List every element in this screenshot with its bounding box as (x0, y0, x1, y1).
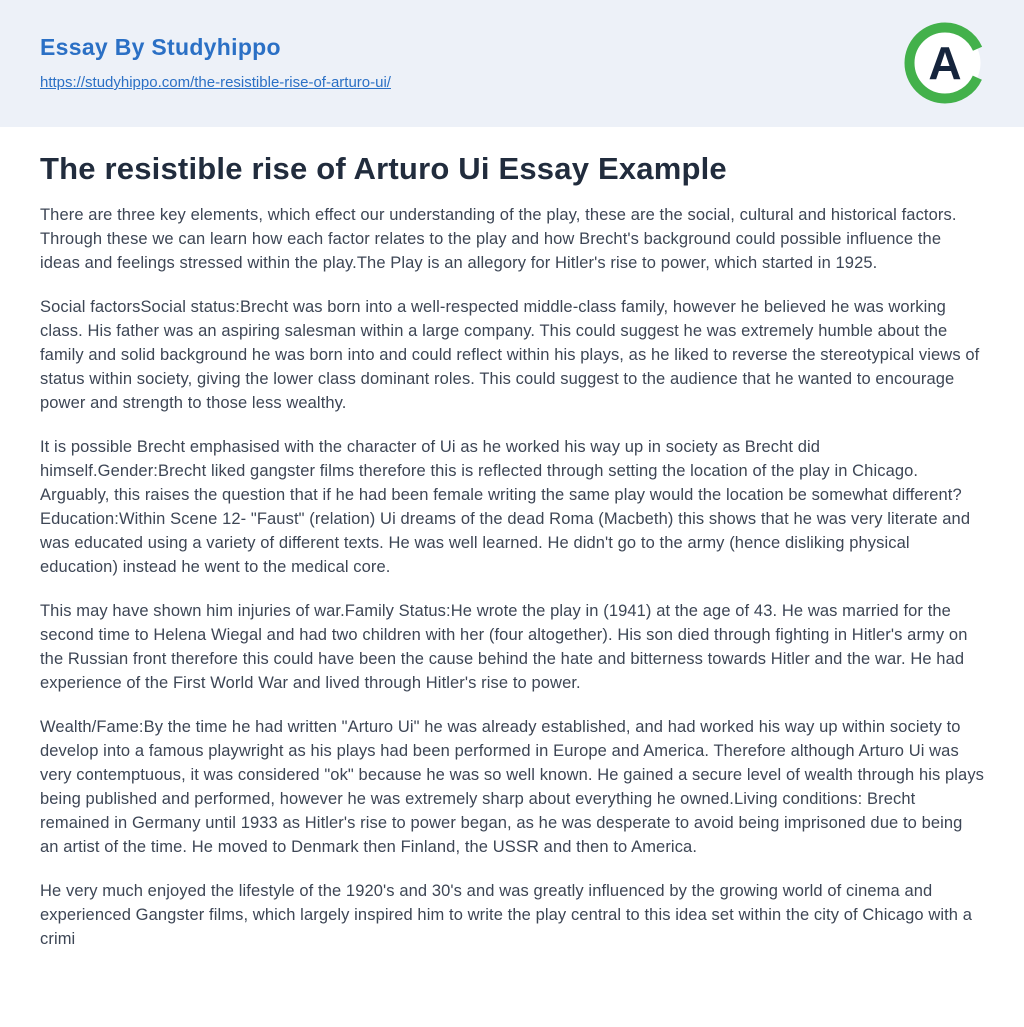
essay-paragraph-2: Social factorsSocial status:Brecht was born into a well-respected middle-class family, however he believed he was working class. His father was an aspiring salesman within a large company. This could suggest he was extremely humble about the family and solid background he was born into and could reflect within his plays, as he liked to reverse the stereotypical views of status within society, giving the lower class dominant roles. This could suggest to the audience that he wanted to encourage power and strength to those less wealthy. (40, 298, 980, 412)
site-title-link[interactable]: Essay By Studyhippo (40, 34, 281, 60)
svg-text:A: A (928, 36, 962, 89)
logo-a-icon (904, 22, 986, 104)
essay-paragraph-3: It is possible Brecht emphasised with the character of Ui as he worked his way up in society as Brecht did himself.Gender:Brecht liked gangster films therefore this is reflected through setting the location of the play in Chicago. Arguably, this raises the question that if he had been female writing the same play would the location be somewhat different?Education:Within Scene 12- "Faust" (relation) Ui dreams of the dead Roma (Macbeth) this shows that he was very literate and was educated using a variety of different texts. He was well learned. He didn't go to the army (hence disliking physical education) instead he went to the medical core. (40, 438, 971, 576)
site-header (0, 0, 1024, 127)
essay-paragraph-4: This may have shown him injuries of war.Family Status:He wrote the play in (1941) at the age of 43. He was married for the second time to Helena Wiegal and had two children with her (four altogether). His son died through fighting in Hitler's army on the Russian front therefore this could have been the cause behind the hate and bitterness towards Hitler and the war. He had experience of the First World War and lived through Hitler's rise to power. (40, 602, 968, 692)
page-title: The resistible rise of Arturo Ui Essay Example (40, 151, 727, 186)
studyhippo-logo (904, 22, 986, 104)
header-text-block (40, 34, 391, 91)
essay-paragraph-1: There are three key elements, which effect our understanding of the play, these are the social, cultural and historical factors. Through these we can learn how each factor relates to the play and how Brecht's background could possible influence the ideas and feelings stressed within the play.The Play is an allegory for Hitler's rise to power, which started in 1925. (40, 206, 957, 272)
essay-content (0, 127, 1024, 1001)
essay-paragraph-6: He very much enjoyed the lifestyle of the 1920's and 30's and was greatly influenced by the growing world of cinema and experienced Gangster films, which largely inspired him to write the play central to this idea set within the city of Chicago with a crimi (40, 882, 973, 948)
essay-paragraph-5: Wealth/Fame:By the time he had written "Arturo Ui" he was already established, and had worked his way up within society to develop into a famous playwright as his plays had been performed in Europe and America. Therefore although Arturo Ui was very contemptuous, it was considered "ok" because he was so well known. He gained a secure level of wealth through his plays being published and performed, however he was extremely sharp about everything he owned.Living conditions: Brecht remained in Germany until 1933 as Hitler's rise to power began, as he was desperate to avoid being imprisoned due to being an artist of the time. He moved to Denmark then Finland, the USSR and then to America. (40, 718, 985, 856)
page-url-link[interactable]: https://studyhippo.com/the-resistible-rise-of-arturo-ui/ (40, 74, 391, 91)
